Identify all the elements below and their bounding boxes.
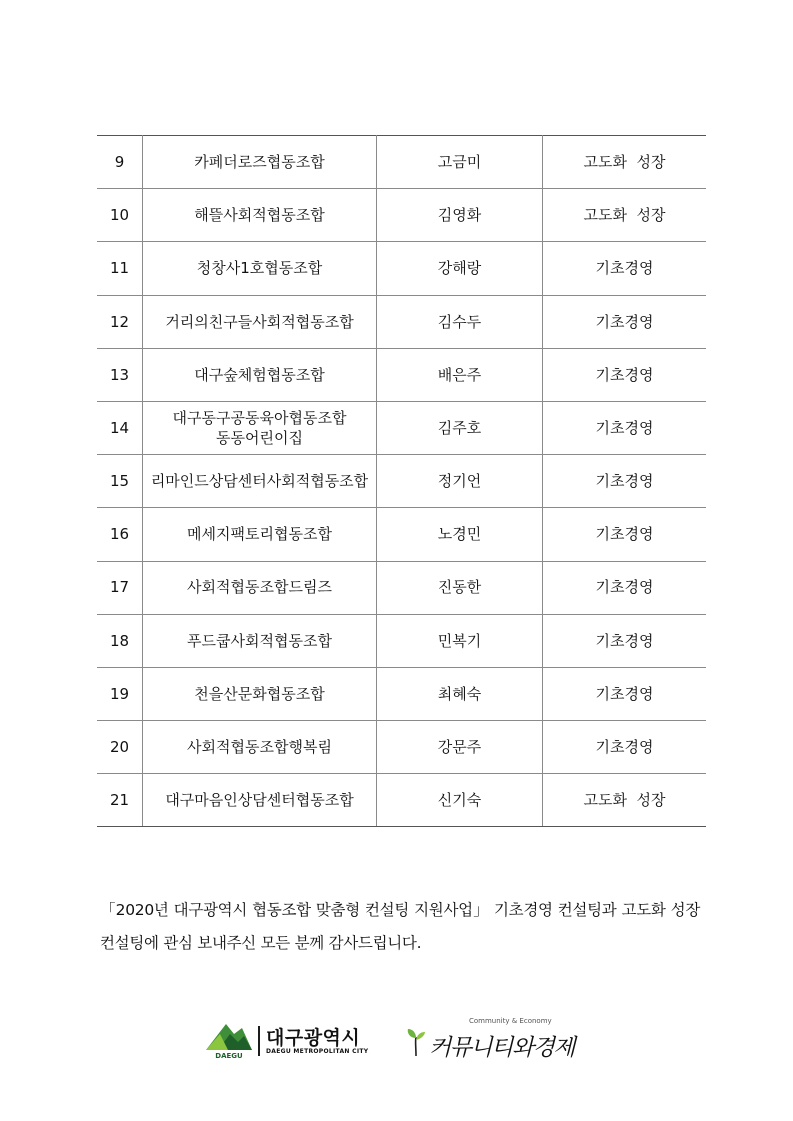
community-economy-tagline: Community & Economy bbox=[469, 1017, 552, 1025]
organization-name bbox=[143, 348, 377, 401]
representative-name: 김수두 bbox=[377, 295, 543, 348]
representative-name: 김주호 bbox=[377, 401, 543, 454]
organization-name bbox=[143, 295, 377, 348]
organization-name bbox=[143, 721, 377, 774]
daegu-mark-text: DAEGU bbox=[215, 1052, 243, 1060]
community-economy-logo bbox=[405, 1015, 585, 1065]
representative-name: 정기언 bbox=[377, 455, 543, 508]
consulting-type: 고도화 성장 bbox=[543, 189, 707, 242]
row-number: 10 bbox=[97, 189, 143, 242]
organization-name-line: 해뜰사회적협동조합 bbox=[194, 206, 325, 225]
table-row bbox=[97, 561, 706, 614]
row-number: 11 bbox=[97, 242, 143, 295]
organization-name-line: 거리의친구들사회적협동조합 bbox=[165, 312, 354, 331]
daegu-city-logo bbox=[204, 1020, 374, 1060]
row-number: 12 bbox=[97, 295, 143, 348]
table-row bbox=[97, 667, 706, 720]
table-row bbox=[97, 401, 706, 454]
organization-name-line: 리마인드상담센터사회적협동조합 bbox=[150, 472, 369, 491]
table-row bbox=[97, 136, 706, 189]
organization-name-line: 대구동구공동육아협동조합 bbox=[172, 408, 347, 427]
organization-name bbox=[143, 667, 377, 720]
table-row bbox=[97, 242, 706, 295]
representative-name: 노경민 bbox=[377, 508, 543, 561]
table-row bbox=[97, 348, 706, 401]
row-number: 15 bbox=[97, 455, 143, 508]
consulting-type: 기초경영 bbox=[543, 721, 707, 774]
row-number: 20 bbox=[97, 721, 143, 774]
consulting-results-table bbox=[97, 135, 706, 827]
consulting-type: 기초경영 bbox=[543, 348, 707, 401]
organization-name-line: 카페더로즈협동조합 bbox=[194, 152, 325, 171]
representative-name: 진동한 bbox=[377, 561, 543, 614]
representative-name: 최혜숙 bbox=[377, 667, 543, 720]
table-row bbox=[97, 508, 706, 561]
row-number: 9 bbox=[97, 136, 143, 189]
consulting-type: 기초경영 bbox=[543, 508, 707, 561]
daegu-city-subtitle: DAEGU METROPOLITAN CITY bbox=[266, 1048, 369, 1055]
consulting-type: 고도화 성장 bbox=[543, 774, 707, 827]
consulting-type: 기초경영 bbox=[543, 561, 707, 614]
organization-name-line: 사회적협동조합행복림 bbox=[187, 738, 332, 757]
representative-name: 김영화 bbox=[377, 189, 543, 242]
organization-name bbox=[143, 136, 377, 189]
consulting-type: 고도화 성장 bbox=[543, 136, 707, 189]
organization-name bbox=[143, 774, 377, 827]
organization-name bbox=[143, 508, 377, 561]
representative-name: 배은주 bbox=[377, 348, 543, 401]
consulting-type: 기초경영 bbox=[543, 401, 707, 454]
representative-name: 민복기 bbox=[377, 614, 543, 667]
table-row bbox=[97, 295, 706, 348]
organization-name-line: 천을산문화협동조합 bbox=[194, 684, 325, 703]
row-number: 21 bbox=[97, 774, 143, 827]
organization-name-line: 동동어린이집 bbox=[216, 429, 303, 448]
table-row bbox=[97, 721, 706, 774]
organization-name-line: 청창사1호협동조합 bbox=[196, 259, 323, 278]
consulting-type: 기초경영 bbox=[543, 614, 707, 667]
community-economy-name: 커뮤니티와경제 bbox=[429, 1035, 575, 1061]
organization-name bbox=[143, 242, 377, 295]
table-row bbox=[97, 189, 706, 242]
consulting-type: 기초경영 bbox=[543, 295, 707, 348]
representative-name: 강문주 bbox=[377, 721, 543, 774]
row-number: 18 bbox=[97, 614, 143, 667]
consulting-type: 기초경영 bbox=[543, 667, 707, 720]
closing-message: 「2020년 대구광역시 협동조합 맞춤형 컨설팅 지원사업」 기초경영 컨설팅과 고도화 성장 컨설팅에 관심 보내주신 모든 분께 감사드립니다. bbox=[100, 901, 700, 952]
row-number: 19 bbox=[97, 667, 143, 720]
logo-divider bbox=[258, 1026, 260, 1056]
representative-name: 강해랑 bbox=[377, 242, 543, 295]
organization-name bbox=[143, 189, 377, 242]
table-row bbox=[97, 774, 706, 827]
row-number: 17 bbox=[97, 561, 143, 614]
row-number: 14 bbox=[97, 401, 143, 454]
consulting-type: 기초경영 bbox=[543, 455, 707, 508]
consulting-type: 기초경영 bbox=[543, 242, 707, 295]
sprout-icon bbox=[405, 1027, 427, 1057]
organization-name-line: 대구마음인상담센터협동조합 bbox=[165, 791, 354, 810]
table-row bbox=[97, 614, 706, 667]
representative-name: 고금미 bbox=[377, 136, 543, 189]
organization-name bbox=[143, 614, 377, 667]
table-row bbox=[97, 455, 706, 508]
organization-name bbox=[143, 455, 377, 508]
row-number: 13 bbox=[97, 348, 143, 401]
representative-name: 신기숙 bbox=[377, 774, 543, 827]
organization-name-line: 대구숲체험협동조합 bbox=[194, 365, 325, 384]
organization-name-line: 메세지팩토리협동조합 bbox=[187, 525, 332, 544]
organization-name bbox=[143, 401, 377, 454]
daegu-mountain-icon bbox=[204, 1020, 254, 1060]
organization-name bbox=[143, 561, 377, 614]
organization-name-line: 푸드쿱사회적협동조합 bbox=[187, 631, 332, 650]
table-body bbox=[97, 136, 706, 827]
organization-name-line: 사회적협동조합드림즈 bbox=[187, 578, 332, 597]
row-number: 16 bbox=[97, 508, 143, 561]
daegu-city-name: 대구광역시 bbox=[266, 1027, 361, 1049]
